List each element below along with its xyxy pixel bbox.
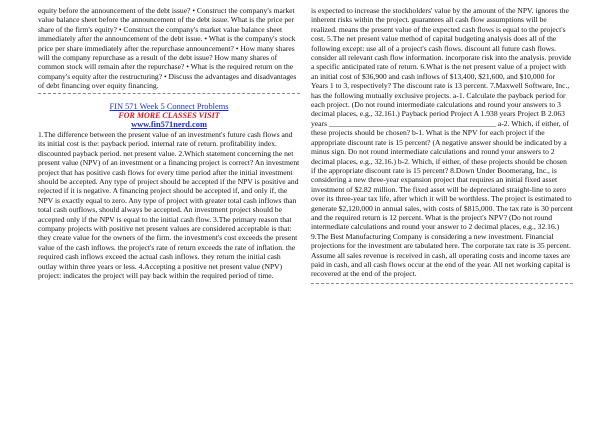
left-column <box>38 6 300 280</box>
section-title[interactable]: FIN 571 Week 5 Connect Problems <box>109 101 229 111</box>
previous-problem-text: equity before the announcement of the debt issue? • Construct the company's market value balance sheet before the announcement of the debt issue. What is the price per share of the firm's equity? • Construct the company's market value balance sheet immediately after the announcement of the debt issue. • What is the company's stock price per share immediately after the repurchase announcement? • How many shares will the company repurchase as a result of the debt issue? How many shares of common stock will remain after the repurchase? • What is the required return on the company's equity after the restructuring? • Discuss the advantages and disadvantages of debt financing over equity financing. <box>38 6 297 91</box>
problems-text: 1.The difference between the present value of an investment's future cash flows and its initial cost is the: payback period. internal rate of return. profitability index. discounted payback period. net present value. 2.Which statement concerning the net present value (NPV) of an investment or a financing project is correct? An investment project that has positive cash flows for every time period after the initial investment should be accepted. Any type of project should be accepted if the NPV is positive and rejected if it is negative. A financing project should be accepted if, and only if, the NPV is exactly equal to zero. Any type of project with greater total cash inflows than total cash outflows, should always be accepted. An investment project should be accepted only if the NPV is equal to the initial cash flow. 3.The primary reason that company projects with positive net present values are considered acceptable is that: they create value for the owners of the firm. the investment's cost exceeds the present value of the cash inflows. the project's rate of return exceeds the rate of inflation. the required cash inflows exceed the actual cash inflows. they return the initial cash outlay within three years or less. 4.Accepting a positive net present value (NPV) project: indicates the project will pay back within the required period of time. <box>38 129 300 280</box>
promo-text: FOR MORE CLASSES VISIT <box>118 111 220 121</box>
section-divider <box>38 93 300 94</box>
end-divider <box>311 283 573 284</box>
problems-continued-text: is expected to increase the stockholders' value by the amount of the NPV. ignores the inherent risks within the project. guarantees all cash flow assumptions will be realized. means the present value of the expected cash flows is equal to the project's cost. 5.The net present value method of capital budgeting analysis does all of the following except: use all of a project's cash flows. discount all future cash flows. consider all relevant cash flow information. incorporate risk into the analysis. provide a specific anticipated rate of return. 6.What is the net present value of a project with an initial cost of $36,900 and cash inflows of $13,400, $21,600, and $10,000 for Years 1 to 3, respectively? The discount rate is 13 percent. 7.Maxwell Software, Inc., has the following mutually exclusive projects. a-1. Calculate the payback period for each project. (Do not round intermediate calculations and round your answers to 3 decimal places, e.g., 32.161.) Payback period Project A 1.938 years Project B 2.063 years ____________________________________________ a-2. Which, if either, of these projects should be chosen? b-1. What is the NPV for each project if the appropriate discount rate is 15 percent? (A negative answer should be indicated by a minus sign. Do not round intermediate calculations and round your answers to 2 decimal places, e.g., 32.16.) b-2. Which, if either, of these projects should be chosen if the appropriate discount rate is 15 percent? 8.Down Under Boomerang, Inc., is considering a new three-year expansion project that requires an initial fixed asset investment of $2.82 million. The fixed asset will be depreciated straight-line to zero over its three-year tax life, after which it will be worthless. The project is estimated to generate $2,120,000 in annual sales, with costs of $815,000. The tax rate is 30 percent and the required return is 12 percent. What is the project's NPV? (Do not round intermediate calculations and round your answer to 2 decimal places, e.g., 32.16.) 9.The Best Manufacturing Company is considering a new investment. Financial projections for the investment are tabulated here. The corporate tax rate is 35 percent. Assume all sales revenue is received in cash, all operating costs and income taxes are paid in cash, and all cash flows occur at the end of the year. All net working capital is recovered at the end of the project. <box>311 6 573 279</box>
right-column <box>311 6 573 292</box>
website-link[interactable]: www.fin571nerd.com <box>131 120 207 130</box>
